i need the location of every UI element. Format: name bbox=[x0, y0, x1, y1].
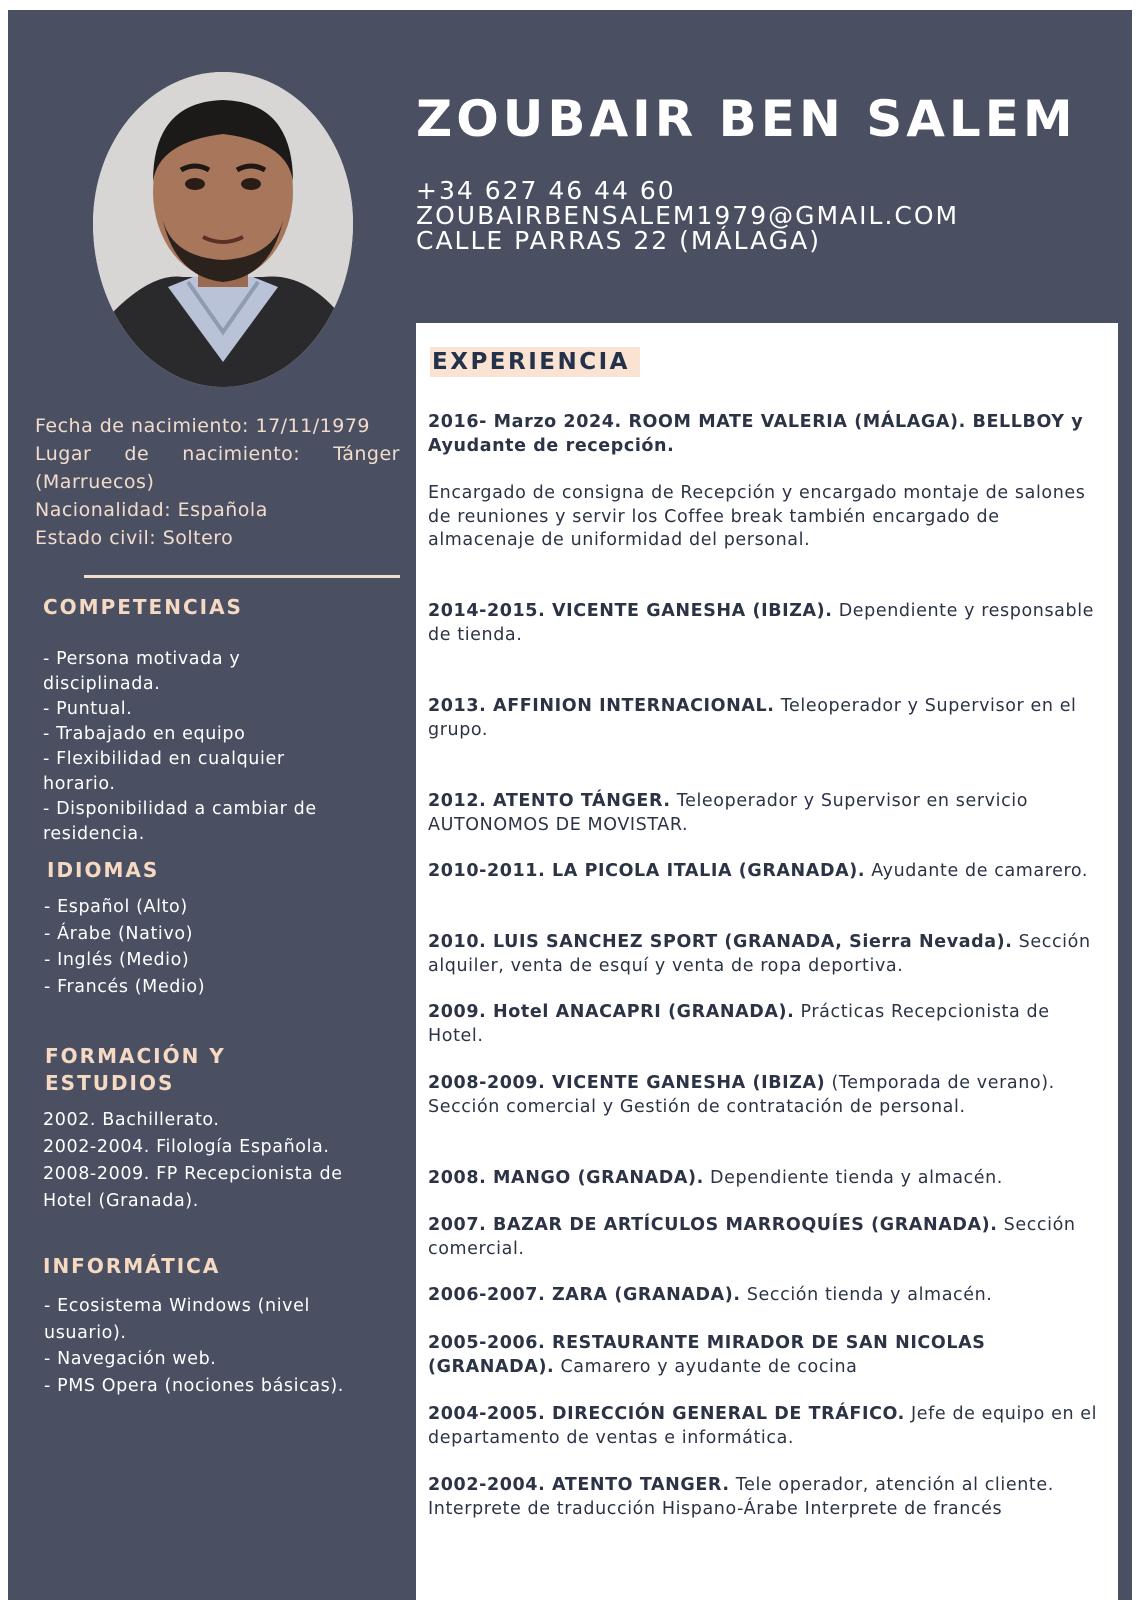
entry-heading: 2008-2009. VICENTE GANESHA (IBIZA) bbox=[428, 1073, 826, 1093]
formacion-title-line1: FORMACIÓN Y bbox=[45, 1044, 226, 1068]
informatica-list bbox=[44, 1293, 354, 1399]
birth-place-country: (Marruecos) bbox=[35, 471, 155, 493]
entry-text: (Temporada de verano). Sección comercial y Gestión de contratación de personal. bbox=[428, 1073, 1055, 1117]
birth-place: Lugar de nacimiento: Tánger bbox=[35, 443, 400, 465]
idiomas-title: IDIOMAS bbox=[47, 858, 160, 882]
entry-text: Sección tienda y almacén. bbox=[740, 1285, 993, 1305]
formacion-title bbox=[45, 1043, 226, 1097]
entry-text: Jefe de equipo en el departamento de ventas e informática. bbox=[428, 1404, 1098, 1448]
personal-info bbox=[35, 412, 400, 552]
entry-text: Teleoperador y Supervisor en servicio AUTONOMOS DE MOVISTAR. bbox=[428, 791, 1029, 835]
list-item: 2002-2004. Filología Española. bbox=[43, 1137, 330, 1157]
experience-entry bbox=[428, 1072, 1108, 1119]
list-item: - Persona motivada y disciplinada. bbox=[43, 649, 241, 694]
experience-entry bbox=[428, 411, 1108, 458]
entry-heading: 2010. LUIS SANCHEZ SPORT (GRANADA, Sierra Nevada). bbox=[428, 932, 1013, 952]
experience-entry bbox=[428, 860, 1108, 884]
entry-heading: 2008. MANGO (GRANADA). bbox=[428, 1168, 704, 1188]
entry-heading: 2005-2006. RESTAURANTE MIRADOR DE SAN NICOLAS (GRANADA). bbox=[428, 1333, 986, 1377]
entry-text: Sección alquiler, venta de esquí y venta de ropa deportiva. bbox=[428, 932, 1091, 976]
experience-panel bbox=[416, 323, 1118, 1613]
entry-heading: 2013. AFFINION INTERNACIONAL. bbox=[428, 696, 775, 716]
entry-heading: 2012. ATENTO TÁNGER. bbox=[428, 791, 671, 811]
entry-text: Prácticas Recepcionista de Hotel. bbox=[428, 1002, 1050, 1046]
entry-text: Camarero y ayudante de cocina bbox=[554, 1356, 858, 1377]
entry-heading: 2016- Marzo 2024. ROOM MATE VALERIA (MÁLAGA). BELLBOY y Ayudante de recepción. bbox=[428, 412, 1084, 456]
list-item: - Ecosistema Windows (nivel usuario). bbox=[44, 1296, 310, 1343]
email: ZOUBAIRBENSALEM1979@GMAIL.COM bbox=[416, 201, 960, 230]
experience-entry bbox=[428, 1403, 1108, 1450]
list-item: - Navegación web. bbox=[44, 1349, 217, 1369]
list-item: - Flexibilidad en cualquier horario. bbox=[43, 749, 285, 794]
list-item: - Español (Alto) bbox=[44, 897, 188, 917]
experience-entry bbox=[428, 1332, 1108, 1379]
entry-text: Dependiente tienda y almacén. bbox=[703, 1168, 1003, 1188]
experience-entry bbox=[428, 1284, 1108, 1308]
address: CALLE PARRAS 22 (MÁLAGA) bbox=[416, 226, 821, 255]
entry-heading: 2007. BAZAR DE ARTÍCULOS MARROQUÍES (GRANADA). bbox=[428, 1215, 998, 1235]
person-portrait-icon bbox=[93, 72, 353, 387]
competencias-list bbox=[43, 647, 363, 847]
experience-entry bbox=[428, 482, 1108, 553]
experiencia-title: EXPERIENCIA bbox=[430, 347, 640, 377]
experience-entry bbox=[428, 1474, 1108, 1521]
candidate-name: ZOUBAIR BEN SALEM bbox=[416, 90, 1077, 148]
entry-text: Dependiente y responsable de tienda. bbox=[428, 601, 1095, 645]
civil-status: Estado civil: Soltero bbox=[35, 527, 234, 549]
entry-text: Encargado de consigna de Recepción y encargado montaje de salones de reuniones y servir los Coffee break también encargado de almacenaje de uniformidad del personal. bbox=[428, 483, 1086, 550]
entry-heading: 2002-2004. ATENTO TANGER. bbox=[428, 1475, 730, 1495]
experience-entry bbox=[428, 1214, 1108, 1261]
birth-date: Fecha de nacimiento: 17/11/1979 bbox=[35, 415, 370, 437]
list-item: 2008-2009. FP Recepcionista de Hotel (Granada). bbox=[43, 1164, 343, 1211]
experience-entry bbox=[428, 931, 1108, 978]
entry-text: Ayudante de camarero. bbox=[865, 861, 1089, 881]
phone: +34 627 46 44 60 bbox=[416, 176, 676, 205]
list-item: - Francés (Medio) bbox=[44, 976, 206, 997]
list-item: - Árabe (Nativo) bbox=[44, 923, 194, 944]
divider bbox=[84, 575, 400, 578]
nationality: Nacionalidad: Española bbox=[35, 499, 268, 521]
entry-text: Teleoperador y Supervisor en el grupo. bbox=[428, 696, 1077, 740]
list-item: 2002. Bachillerato. bbox=[43, 1110, 220, 1130]
list-item: - Inglés (Medio) bbox=[44, 950, 190, 970]
experience-entry bbox=[428, 1001, 1108, 1048]
experience-entry bbox=[428, 695, 1108, 742]
experience-entry bbox=[428, 1167, 1108, 1191]
formacion-title-line2: ESTUDIOS bbox=[45, 1071, 175, 1095]
contact-block bbox=[416, 178, 959, 253]
idiomas-list bbox=[44, 894, 364, 1000]
list-item: - PMS Opera (nociones básicas). bbox=[44, 1375, 344, 1396]
list-item: - Trabajado en equipo bbox=[43, 724, 246, 744]
entry-heading: 2006-2007. ZARA (GRANADA). bbox=[428, 1285, 741, 1305]
entry-heading: 2009. Hotel ANACAPRI (GRANADA). bbox=[428, 1002, 795, 1022]
entry-heading: 2010-2011. LA PICOLA ITALIA (GRANADA). bbox=[428, 861, 866, 881]
entry-text: Sección comercial. bbox=[428, 1215, 1076, 1259]
entry-heading: 2004-2005. DIRECCIÓN GENERAL DE TRÁFICO. bbox=[428, 1404, 905, 1424]
formacion-list bbox=[43, 1107, 363, 1215]
resume-page bbox=[8, 10, 1132, 1600]
entry-text: Tele operador, atención al cliente. Interprete de traducción Hispano-Árabe Interprete de francés bbox=[428, 1475, 1054, 1519]
experience-entry bbox=[428, 790, 1108, 837]
informatica-title: INFORMÁTICA bbox=[43, 1254, 221, 1278]
profile-photo bbox=[93, 72, 353, 387]
competencias-title: COMPETENCIAS bbox=[43, 595, 243, 619]
experience-entry bbox=[428, 600, 1108, 647]
list-item: - Puntual. bbox=[43, 699, 133, 719]
entry-heading: 2014-2015. VICENTE GANESHA (IBIZA). bbox=[428, 601, 833, 621]
list-item: - Disponibilidad a cambiar de residencia. bbox=[43, 799, 317, 844]
